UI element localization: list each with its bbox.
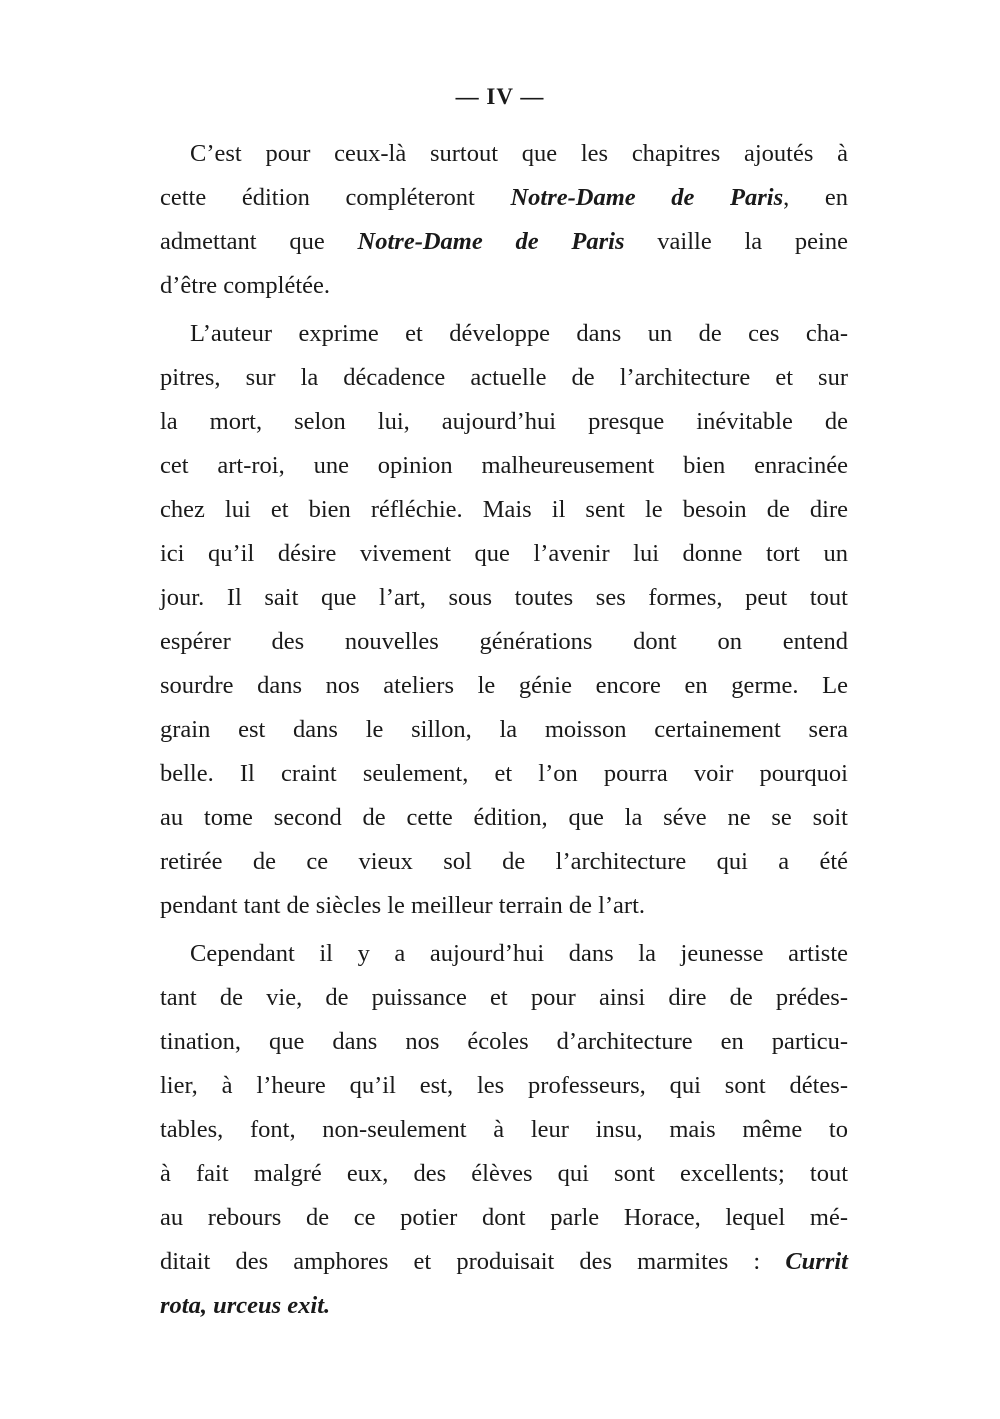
text-line <box>160 932 848 976</box>
text-run: ici qu’il désire vivement que l’avenir lui donne tort un <box>160 540 848 567</box>
text-run: , en <box>783 184 848 211</box>
text-run: tant de vie, de puissance et pour ainsi dire de prédes- <box>160 984 848 1011</box>
text-run: jour. Il sait que l’art, sous toutes ses formes, peut tout <box>160 584 848 611</box>
text-line <box>160 620 848 664</box>
text-line <box>160 664 848 708</box>
text-run: à fait malgré eux, des élèves qui sont excellents; tout <box>160 1160 848 1187</box>
text-run: pendant tant de siècles le meilleur terrain de l’art. <box>160 892 646 919</box>
text-line <box>160 752 848 796</box>
text-line <box>160 796 848 840</box>
text-run: espérer des nouvelles générations dont on entend <box>160 628 848 655</box>
text-line <box>160 444 848 488</box>
text-run: d’être complétée. <box>160 272 331 299</box>
italic-text: Notre-Dame de Paris <box>510 184 784 211</box>
text-run: cette édition compléteront <box>160 184 511 211</box>
text-run: retirée de ce vieux sol de l’architecture qui a été <box>160 848 848 875</box>
text-line <box>160 532 848 576</box>
text-run: lier, à l’heure qu’il est, les professeurs, qui sont détes- <box>160 1072 848 1099</box>
text-line <box>160 884 848 928</box>
text-run: admettant que <box>160 228 358 255</box>
text-run: ditait des amphores et produisait des marmites : <box>160 1248 786 1275</box>
text-line <box>160 708 848 752</box>
text-run: cet art-roi, une opinion malheureusement bien enracinée <box>160 452 848 479</box>
italic-text: rota, urceus exit. <box>160 1292 331 1319</box>
italic-text: Currit <box>785 1248 848 1275</box>
text-line <box>160 1108 848 1152</box>
text-line <box>160 176 848 220</box>
text-run: grain est dans le sillon, la moisson certainement sera <box>160 716 848 743</box>
italic-text: Notre-Dame de Paris <box>357 228 625 255</box>
text-line <box>160 1240 848 1284</box>
text-run: Cependant il y a aujourd’hui dans la jeunesse artiste <box>190 940 848 967</box>
text-line <box>160 1196 848 1240</box>
paragraph <box>160 312 848 928</box>
text-run: sourdre dans nos ateliers le génie encore en germe. Le <box>160 672 848 699</box>
text-line <box>160 488 848 532</box>
text-line <box>160 1020 848 1064</box>
text-line <box>160 976 848 1020</box>
text-run: la mort, selon lui, aujourd’hui presque inévitable de <box>160 408 848 435</box>
text-line <box>160 400 848 444</box>
text-line <box>160 220 848 264</box>
body-text <box>160 132 848 1328</box>
paragraph <box>160 932 848 1328</box>
text-line <box>160 132 848 176</box>
text-run: au rebours de ce potier dont parle Horace, lequel mé- <box>160 1204 848 1231</box>
page-number: — IV — <box>455 84 545 109</box>
text-line <box>160 264 848 308</box>
text-run: vaille la peine <box>624 228 848 255</box>
text-line <box>160 840 848 884</box>
text-line <box>160 1152 848 1196</box>
text-line <box>160 1284 848 1328</box>
text-run: tables, font, non-seulement à leur insu, mais même to <box>160 1116 848 1143</box>
text-line <box>160 1064 848 1108</box>
text-run: belle. Il craint seulement, et l’on pourra voir pourquoi <box>160 760 848 787</box>
text-run: tination, que dans nos écoles d’architecture en particu- <box>160 1028 848 1055</box>
text-line <box>160 576 848 620</box>
text-run: au tome second de cette édition, que la séve ne se soit <box>160 804 848 831</box>
text-line <box>160 356 848 400</box>
text-line <box>160 312 848 356</box>
paragraph <box>160 132 848 308</box>
text-run: C’est pour ceux-là surtout que les chapitres ajoutés à <box>190 140 848 167</box>
text-run: pitres, sur la décadence actuelle de l’architecture et sur <box>160 364 848 391</box>
text-run: L’auteur exprime et développe dans un de ces cha- <box>190 320 848 347</box>
text-run: chez lui et bien réfléchie. Mais il sent le besoin de dire <box>160 496 848 523</box>
